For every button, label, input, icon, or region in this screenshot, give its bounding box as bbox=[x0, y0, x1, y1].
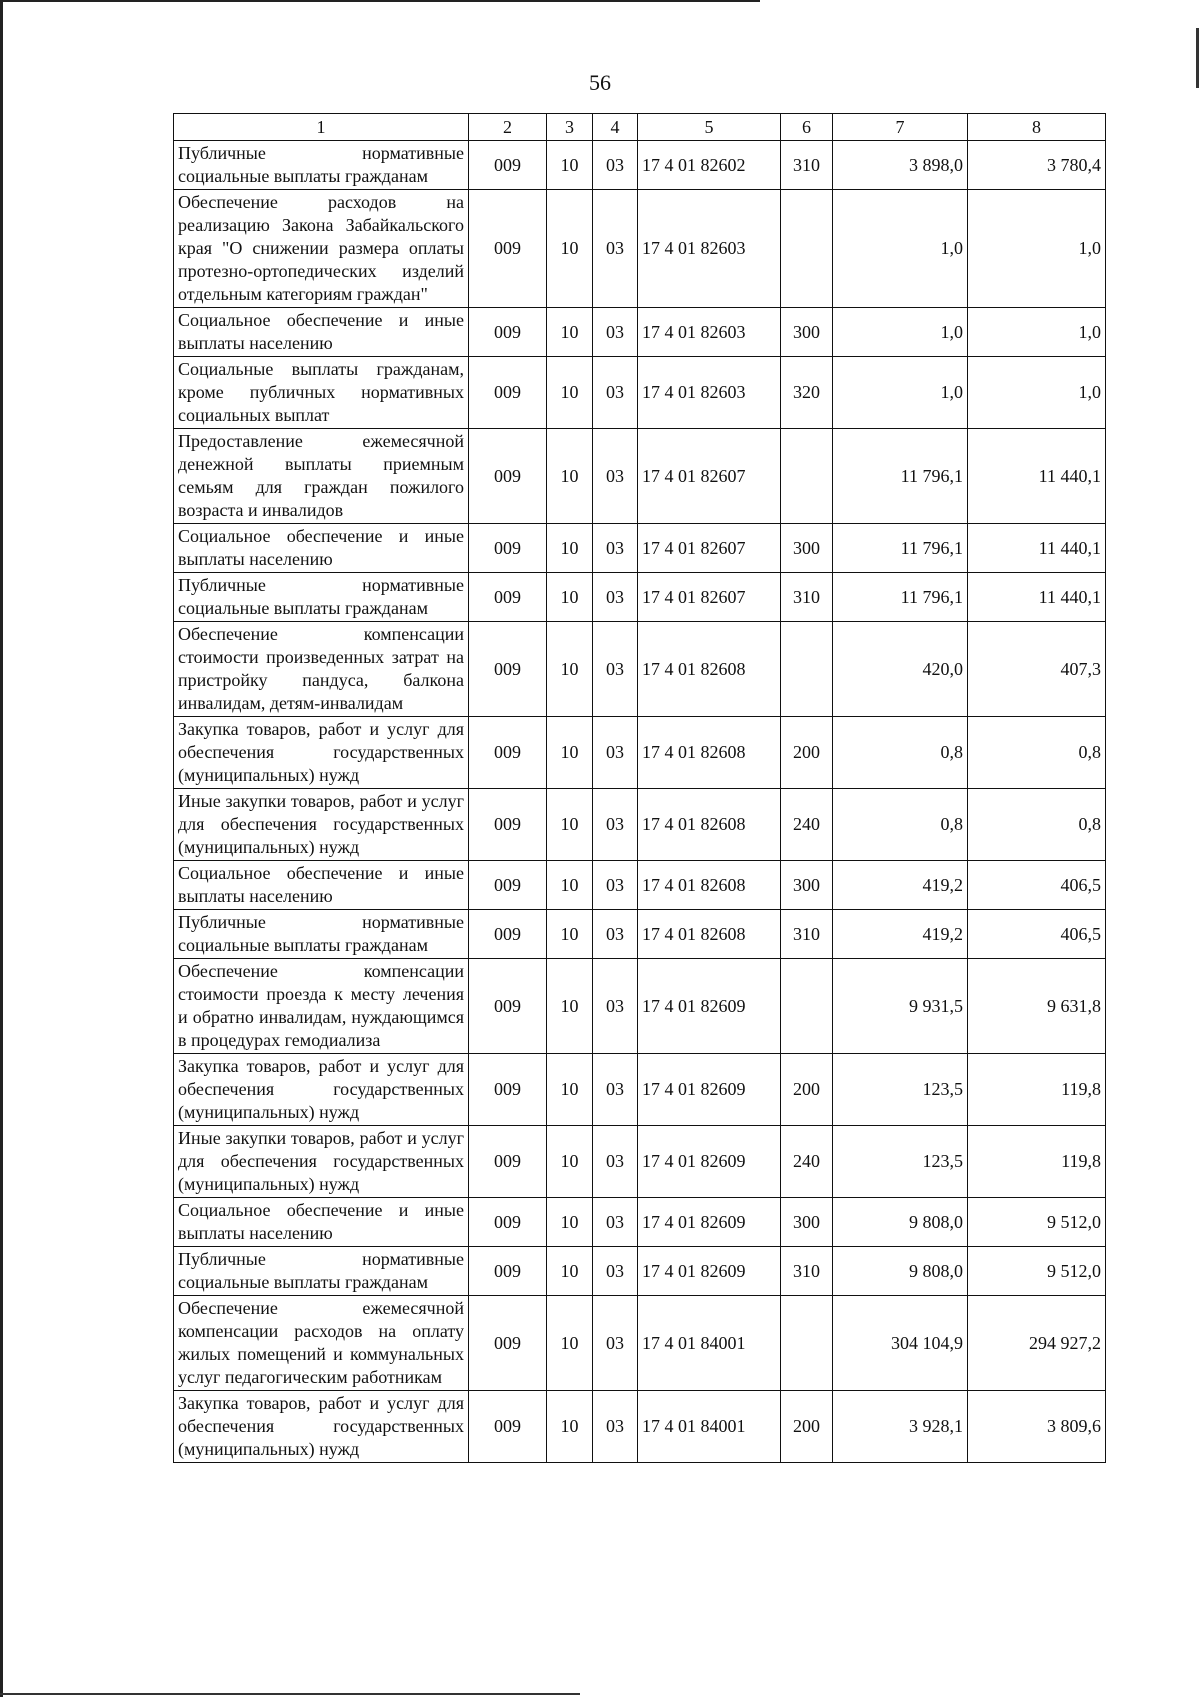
admin-code-cell: 009 bbox=[469, 1054, 547, 1126]
table-row bbox=[174, 622, 1106, 717]
expense-type-cell: 200 bbox=[781, 717, 833, 789]
amount-col8-cell: 119,8 bbox=[968, 1126, 1106, 1198]
section-cell: 10 bbox=[547, 1126, 593, 1198]
expense-type-cell: 240 bbox=[781, 1126, 833, 1198]
subsection-cell: 03 bbox=[593, 308, 638, 357]
header-row bbox=[174, 114, 1106, 141]
subsection-cell: 03 bbox=[593, 429, 638, 524]
section-cell: 10 bbox=[547, 861, 593, 910]
row-name-cell: Публичные нормативные социальные выплаты гражданам bbox=[174, 573, 469, 622]
section-cell: 10 bbox=[547, 190, 593, 308]
scan-edge-bottom bbox=[0, 1693, 580, 1695]
admin-code-cell: 009 bbox=[469, 861, 547, 910]
amount-col7-cell: 0,8 bbox=[833, 789, 968, 861]
admin-code-cell: 009 bbox=[469, 717, 547, 789]
expense-type-cell: 310 bbox=[781, 141, 833, 190]
amount-col8-cell: 9 512,0 bbox=[968, 1247, 1106, 1296]
amount-col7-cell: 1,0 bbox=[833, 190, 968, 308]
expense-type-cell: 240 bbox=[781, 789, 833, 861]
subsection-cell: 03 bbox=[593, 1126, 638, 1198]
section-cell: 10 bbox=[547, 573, 593, 622]
amount-col8-cell: 11 440,1 bbox=[968, 429, 1106, 524]
amount-col7-cell: 9 808,0 bbox=[833, 1198, 968, 1247]
expense-type-cell: 300 bbox=[781, 524, 833, 573]
expense-type-cell bbox=[781, 190, 833, 308]
table-row bbox=[174, 910, 1106, 959]
target-article-cell: 17 4 01 82609 bbox=[638, 1054, 781, 1126]
header-cell: 7 bbox=[833, 114, 968, 141]
target-article-cell: 17 4 01 84001 bbox=[638, 1391, 781, 1463]
amount-col8-cell: 11 440,1 bbox=[968, 573, 1106, 622]
amount-col7-cell: 304 104,9 bbox=[833, 1296, 968, 1391]
amount-col8-cell: 0,8 bbox=[968, 789, 1106, 861]
subsection-cell: 03 bbox=[593, 1054, 638, 1126]
section-cell: 10 bbox=[547, 524, 593, 573]
page-number: 56 bbox=[589, 70, 611, 95]
amount-col8-cell: 11 440,1 bbox=[968, 524, 1106, 573]
amount-col7-cell: 419,2 bbox=[833, 910, 968, 959]
subsection-cell: 03 bbox=[593, 622, 638, 717]
target-article-cell: 17 4 01 82603 bbox=[638, 308, 781, 357]
admin-code-cell: 009 bbox=[469, 524, 547, 573]
row-name-cell: Социальное обеспечение и иные выплаты населению bbox=[174, 1198, 469, 1247]
amount-col8-cell: 406,5 bbox=[968, 910, 1106, 959]
section-cell: 10 bbox=[547, 357, 593, 429]
admin-code-cell: 009 bbox=[469, 573, 547, 622]
expense-type-cell: 310 bbox=[781, 1247, 833, 1296]
subsection-cell: 03 bbox=[593, 789, 638, 861]
amount-col7-cell: 3 898,0 bbox=[833, 141, 968, 190]
subsection-cell: 03 bbox=[593, 910, 638, 959]
row-name-cell: Закупка товаров, работ и услуг для обеспечения государственных (муниципальных) нужд bbox=[174, 717, 469, 789]
admin-code-cell: 009 bbox=[469, 1391, 547, 1463]
subsection-cell: 03 bbox=[593, 357, 638, 429]
target-article-cell: 17 4 01 82607 bbox=[638, 429, 781, 524]
admin-code-cell: 009 bbox=[469, 308, 547, 357]
row-name-cell: Социальное обеспечение и иные выплаты населению bbox=[174, 861, 469, 910]
target-article-cell: 17 4 01 82607 bbox=[638, 573, 781, 622]
row-name-cell: Публичные нормативные социальные выплаты гражданам bbox=[174, 141, 469, 190]
expense-type-cell: 300 bbox=[781, 1198, 833, 1247]
target-article-cell: 17 4 01 82608 bbox=[638, 910, 781, 959]
section-cell: 10 bbox=[547, 959, 593, 1054]
row-name-cell: Социальное обеспечение и иные выплаты населению bbox=[174, 308, 469, 357]
table-row bbox=[174, 190, 1106, 308]
amount-col8-cell: 3 809,6 bbox=[968, 1391, 1106, 1463]
expense-type-cell: 200 bbox=[781, 1054, 833, 1126]
subsection-cell: 03 bbox=[593, 717, 638, 789]
amount-col7-cell: 11 796,1 bbox=[833, 524, 968, 573]
scan-edge-left bbox=[0, 0, 3, 1697]
expense-type-cell bbox=[781, 622, 833, 717]
admin-code-cell: 009 bbox=[469, 789, 547, 861]
section-cell: 10 bbox=[547, 1198, 593, 1247]
amount-col7-cell: 1,0 bbox=[833, 357, 968, 429]
section-cell: 10 bbox=[547, 789, 593, 861]
subsection-cell: 03 bbox=[593, 1296, 638, 1391]
header-cell: 5 bbox=[638, 114, 781, 141]
table-row bbox=[174, 1247, 1106, 1296]
row-name-cell: Обеспечение расходов на реализацию Закона Забайкальского края "О снижении размера оплаты протезно-ортопедических изделий отдельным категориям граждан" bbox=[174, 190, 469, 308]
section-cell: 10 bbox=[547, 717, 593, 789]
expense-type-cell: 320 bbox=[781, 357, 833, 429]
table-row bbox=[174, 789, 1106, 861]
target-article-cell: 17 4 01 82609 bbox=[638, 1126, 781, 1198]
admin-code-cell: 009 bbox=[469, 1296, 547, 1391]
subsection-cell: 03 bbox=[593, 190, 638, 308]
table-row bbox=[174, 357, 1106, 429]
scan-edge-top bbox=[0, 0, 760, 2]
row-name-cell: Обеспечение компенсации стоимости произведенных затрат на пристройку пандуса, балкона инвалидам, детям-инвалидам bbox=[174, 622, 469, 717]
amount-col8-cell: 1,0 bbox=[968, 357, 1106, 429]
amount-col7-cell: 1,0 bbox=[833, 308, 968, 357]
section-cell: 10 bbox=[547, 141, 593, 190]
table-row bbox=[174, 429, 1106, 524]
header-cell: 3 bbox=[547, 114, 593, 141]
table-row bbox=[174, 573, 1106, 622]
expense-type-cell: 310 bbox=[781, 910, 833, 959]
amount-col7-cell: 420,0 bbox=[833, 622, 968, 717]
expense-type-cell bbox=[781, 1296, 833, 1391]
subsection-cell: 03 bbox=[593, 861, 638, 910]
subsection-cell: 03 bbox=[593, 524, 638, 573]
amount-col7-cell: 11 796,1 bbox=[833, 429, 968, 524]
expense-type-cell: 200 bbox=[781, 1391, 833, 1463]
row-name-cell: Социальное обеспечение и иные выплаты населению bbox=[174, 524, 469, 573]
amount-col8-cell: 0,8 bbox=[968, 717, 1106, 789]
amount-col7-cell: 419,2 bbox=[833, 861, 968, 910]
amount-col8-cell: 3 780,4 bbox=[968, 141, 1106, 190]
amount-col7-cell: 3 928,1 bbox=[833, 1391, 968, 1463]
amount-col8-cell: 407,3 bbox=[968, 622, 1106, 717]
target-article-cell: 17 4 01 82609 bbox=[638, 1198, 781, 1247]
budget-table bbox=[173, 113, 1106, 1463]
admin-code-cell: 009 bbox=[469, 1126, 547, 1198]
admin-code-cell: 009 bbox=[469, 190, 547, 308]
header-cell: 1 bbox=[174, 114, 469, 141]
target-article-cell: 17 4 01 82603 bbox=[638, 190, 781, 308]
table-row bbox=[174, 717, 1106, 789]
table-row bbox=[174, 1198, 1106, 1247]
amount-col7-cell: 123,5 bbox=[833, 1126, 968, 1198]
amount-col7-cell: 123,5 bbox=[833, 1054, 968, 1126]
admin-code-cell: 009 bbox=[469, 959, 547, 1054]
amount-col8-cell: 1,0 bbox=[968, 308, 1106, 357]
row-name-cell: Обеспечение ежемесячной компенсации расходов на оплату жилых помещений и коммунальных услуг педагогическим работникам bbox=[174, 1296, 469, 1391]
section-cell: 10 bbox=[547, 429, 593, 524]
amount-col7-cell: 9 808,0 bbox=[833, 1247, 968, 1296]
header-cell: 4 bbox=[593, 114, 638, 141]
section-cell: 10 bbox=[547, 1247, 593, 1296]
table-row bbox=[174, 959, 1106, 1054]
target-article-cell: 17 4 01 82607 bbox=[638, 524, 781, 573]
expense-type-cell bbox=[781, 959, 833, 1054]
amount-col8-cell: 9 631,8 bbox=[968, 959, 1106, 1054]
target-article-cell: 17 4 01 82603 bbox=[638, 357, 781, 429]
row-name-cell: Социальные выплаты гражданам, кроме публичных нормативных социальных выплат bbox=[174, 357, 469, 429]
section-cell: 10 bbox=[547, 1391, 593, 1463]
amount-col7-cell: 11 796,1 bbox=[833, 573, 968, 622]
table-row bbox=[174, 141, 1106, 190]
amount-col8-cell: 1,0 bbox=[968, 190, 1106, 308]
target-article-cell: 17 4 01 82608 bbox=[638, 717, 781, 789]
section-cell: 10 bbox=[547, 1296, 593, 1391]
section-cell: 10 bbox=[547, 1054, 593, 1126]
amount-col8-cell: 9 512,0 bbox=[968, 1198, 1106, 1247]
table-row bbox=[174, 1054, 1106, 1126]
table-body bbox=[174, 141, 1106, 1463]
section-cell: 10 bbox=[547, 622, 593, 717]
target-article-cell: 17 4 01 82608 bbox=[638, 622, 781, 717]
table-row bbox=[174, 861, 1106, 910]
amount-col8-cell: 119,8 bbox=[968, 1054, 1106, 1126]
amount-col7-cell: 0,8 bbox=[833, 717, 968, 789]
section-cell: 10 bbox=[547, 308, 593, 357]
row-name-cell: Публичные нормативные социальные выплаты гражданам bbox=[174, 910, 469, 959]
admin-code-cell: 009 bbox=[469, 1198, 547, 1247]
header-cell: 2 bbox=[469, 114, 547, 141]
target-article-cell: 17 4 01 82609 bbox=[638, 1247, 781, 1296]
subsection-cell: 03 bbox=[593, 141, 638, 190]
row-name-cell: Публичные нормативные социальные выплаты гражданам bbox=[174, 1247, 469, 1296]
subsection-cell: 03 bbox=[593, 1247, 638, 1296]
table-row bbox=[174, 308, 1106, 357]
row-name-cell: Закупка товаров, работ и услуг для обеспечения государственных (муниципальных) нужд bbox=[174, 1054, 469, 1126]
row-name-cell: Иные закупки товаров, работ и услуг для обеспечения государственных (муниципальных) нужд bbox=[174, 789, 469, 861]
row-name-cell: Предоставление ежемесячной денежной выплаты приемным семьям для граждан пожилого возраста и инвалидов bbox=[174, 429, 469, 524]
row-name-cell: Закупка товаров, работ и услуг для обеспечения государственных (муниципальных) нужд bbox=[174, 1391, 469, 1463]
expense-type-cell: 300 bbox=[781, 861, 833, 910]
table-row bbox=[174, 1126, 1106, 1198]
row-name-cell: Обеспечение компенсации стоимости проезда к месту лечения и обратно инвалидам, нуждающимся в процедурах гемодиализа bbox=[174, 959, 469, 1054]
header-cell: 6 bbox=[781, 114, 833, 141]
admin-code-cell: 009 bbox=[469, 622, 547, 717]
admin-code-cell: 009 bbox=[469, 910, 547, 959]
subsection-cell: 03 bbox=[593, 1391, 638, 1463]
table-row bbox=[174, 1296, 1106, 1391]
header-cell: 8 bbox=[968, 114, 1106, 141]
amount-col8-cell: 294 927,2 bbox=[968, 1296, 1106, 1391]
subsection-cell: 03 bbox=[593, 1198, 638, 1247]
amount-col8-cell: 406,5 bbox=[968, 861, 1106, 910]
table-row bbox=[174, 524, 1106, 573]
admin-code-cell: 009 bbox=[469, 429, 547, 524]
target-article-cell: 17 4 01 82609 bbox=[638, 959, 781, 1054]
subsection-cell: 03 bbox=[593, 573, 638, 622]
row-name-cell: Иные закупки товаров, работ и услуг для обеспечения государственных (муниципальных) нужд bbox=[174, 1126, 469, 1198]
admin-code-cell: 009 bbox=[469, 141, 547, 190]
target-article-cell: 17 4 01 82608 bbox=[638, 789, 781, 861]
table-row bbox=[174, 1391, 1106, 1463]
expense-type-cell: 310 bbox=[781, 573, 833, 622]
admin-code-cell: 009 bbox=[469, 1247, 547, 1296]
amount-col7-cell: 9 931,5 bbox=[833, 959, 968, 1054]
target-article-cell: 17 4 01 84001 bbox=[638, 1296, 781, 1391]
target-article-cell: 17 4 01 82602 bbox=[638, 141, 781, 190]
target-article-cell: 17 4 01 82608 bbox=[638, 861, 781, 910]
section-cell: 10 bbox=[547, 910, 593, 959]
admin-code-cell: 009 bbox=[469, 357, 547, 429]
subsection-cell: 03 bbox=[593, 959, 638, 1054]
expense-type-cell bbox=[781, 429, 833, 524]
expense-type-cell: 300 bbox=[781, 308, 833, 357]
